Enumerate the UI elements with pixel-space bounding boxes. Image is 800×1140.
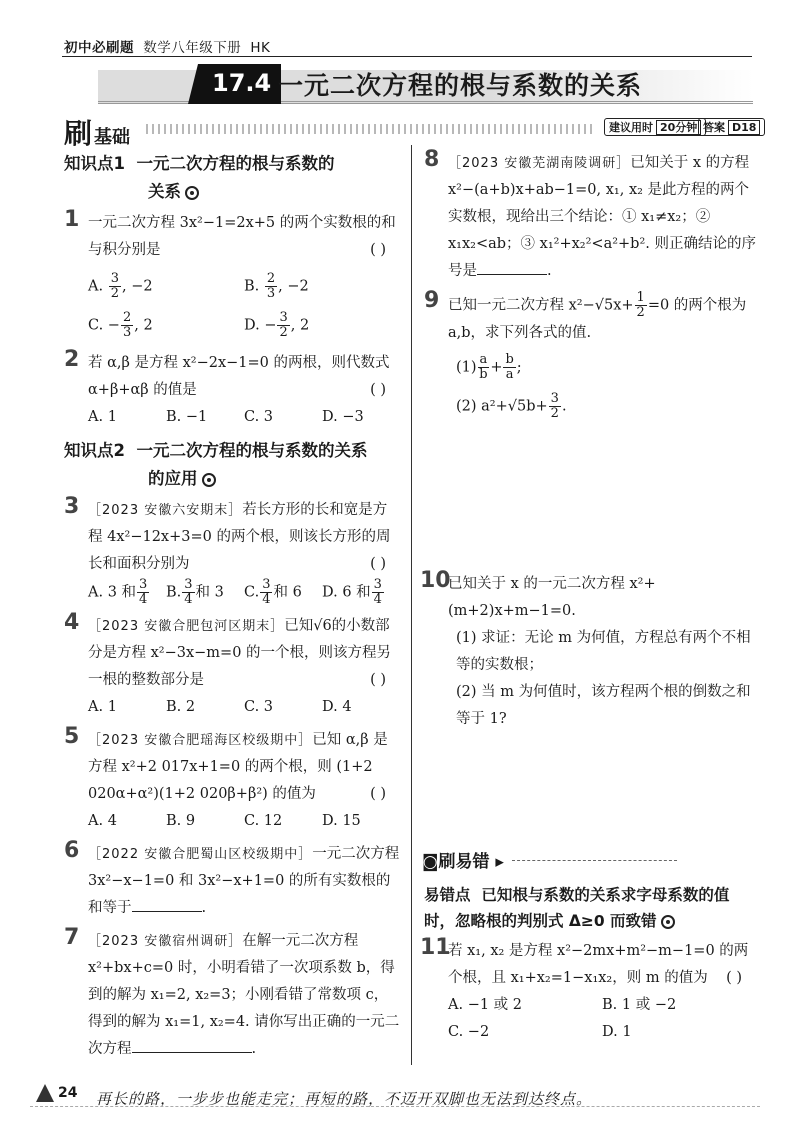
question-6: 6 ［2022 安徽合肥蜀山区校级期中］一元二次方程 3x²−x−1=0 和 3x²−x+1=0 的所有实数根的和等于 . [64,838,400,916]
left-column [64,150,400,1069]
question-7: 7 ［2023 安徽宿州调研］在解一元二次方程 x²+bx+c=0 时，小明看错了一次项系数 b，得到的解为 x₁=2, x₂=3；小刚看错了常数项 c，得到的解为 x₁=1, x₂=4. 请你写出正确的一元二次方程 . [64,925,400,1057]
question-11: 11 若 x₁, x₂ 是方程 x²−2mx+m²−m−1=0 的两个根，且 x₁+x₂=1−x₁x₂，则 m 的值为 ( ) A. −1 或 2 B. 1 或 −2 C. −2 D. 1 [420,935,749,1040]
section-title: 一元二次方程的根与系数的关系 [278,71,643,100]
question-10: 10 已知关于 x 的一元二次方程 x²+(m+2)x+m−1=0. (1) 求证：无论 m 为何值，方程总有两个不相等的实数根； (2) 当 m 为何值时，该方程两个根的倒数之和等于 1? [420,568,751,727]
answer-blank[interactable] [477,274,547,275]
page-number: 24 [36,1084,77,1102]
decorative-bar [146,124,596,134]
running-header: 初中必刷题 数学八年级下册 HK [64,40,271,56]
target-icon [185,186,199,200]
header-rule [62,56,752,57]
error-section [420,882,756,1052]
error-point: 易错点 已知根与系数的关系求字母系数的值时，忽略根的判别式 Δ≥0 而致错 [424,886,730,930]
question-4: 4 ［2023 安徽合肥包河区期末］已知√6的小数部分是方程 x²−3x−m=0 的一个根，则该方程另一根的整数部分是 ( ) A. 1 B. 2 C. 3 D. 4 [64,610,392,715]
time-tag: 建议用时 20分钟 [604,118,706,136]
knowledge-point-2: 知识点2 一元二次方程的根与系数的关系 的应用 [64,441,368,488]
question-1: 1 一元二次方程 3x²−1=2x+5 的两个实数根的和与积分别是 ( ) A. $\frac{3}{2}$ , −2 B. $\frac{2}{3}$ , −2 C. − $\frac{2}{3}$ , 2 D. − $\frac{3}{2}$ , 2 [64,207,396,340]
target-icon [661,915,675,929]
footer-motto: 再长的路，一步步也能走完；再短的路，不迈开双脚也无法到达终点。 [96,1090,593,1108]
basics-heading: 刷基础 [64,117,131,150]
question-2: 2 若 α,β 是方程 x²−2x−1=0 的两根，则代数式 α+β+αβ 的值是 ( ) A. 1 B. −1 C. 3 D. −3 [64,347,390,425]
target-icon [202,473,216,487]
question-3: 3 ［2023 安徽六安期末］若长方形的长和宽是方程 4x²−12x+3=0 的两个根，则该长方形的周长和面积分别为 ( ) A. 3 和 $\frac{3}{4}$ B. $\frac{3}{4}$ 和 3 C. $\frac{3}{4}$ 和 6 D. 6 和 $\frac{3}{4}$ [64,494,391,607]
answer-blank[interactable] [132,911,202,912]
footer-rule [30,1106,760,1107]
error-prone-heading: ◙刷易错 ▸ [422,852,504,872]
column-divider [411,145,412,1065]
right-column [420,147,756,739]
question-8: 8 ［2023 安徽芜湖南陵调研］已知关于 x 的方程 x²−(a+b)x+ab−1=0, x₁, x₂ 是此方程的两个实数根，现给出三个结论：① x₁≠x₂；② x₁x₂<ab；③ x₁²+x₂²<a²+b². 则正确结论的序号是 . [424,147,756,279]
error-heading-rule [512,860,677,861]
answer-tag: 答案 D18 [698,118,765,136]
question-5: 5 ［2023 安徽合肥瑶海区校级期中］已知 α,β 是方程 x²+2 017x+1=0 的两个根，则 (1+2 020α+α²)(1+2 020β+β²) 的值为 ( ) A. 4 B. 9 C. 12 D. 15 [64,724,388,829]
answer-blank[interactable] [132,1052,252,1053]
question-9: 9 已知一元二次方程 x²−√5x+ $\frac{1}{2}$ =0 的两个根为 a,b，求下列各式的值. (1) $\frac{a}{b}$ + $\frac{b}{a}$ ; (2) a²+√5b+ $\frac{3}{2}$ . [424,288,747,421]
knowledge-point-1: 知识点1 一元二次方程的根与系数的 关系 [64,154,335,201]
section-number: 17.4 [198,64,281,104]
triangle-icon [36,1084,54,1102]
